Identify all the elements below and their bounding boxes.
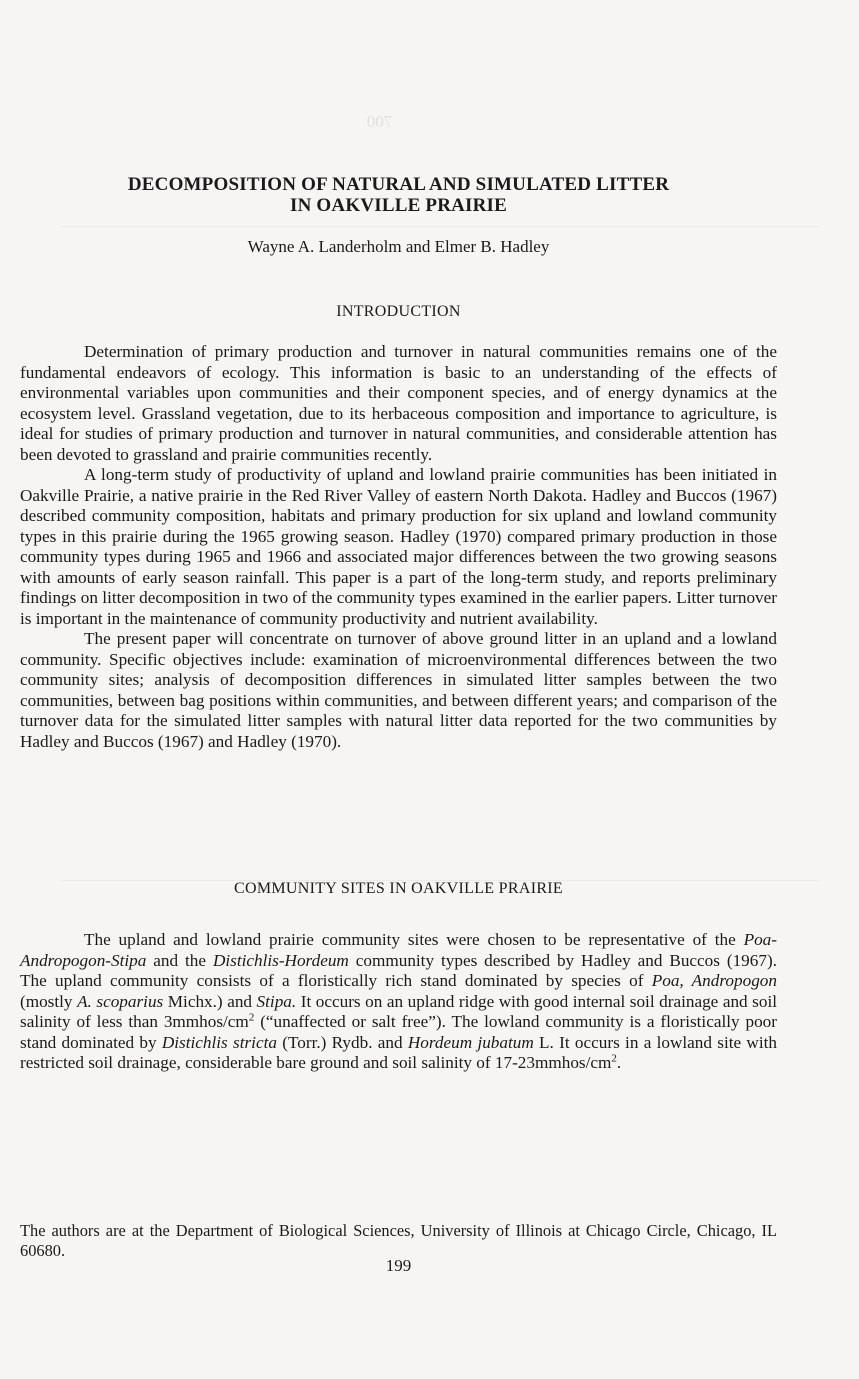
footnote-text: The authors are at the Department of Biological Sciences, University of Illinois at Chicago Circle, Chicago, IL 60680. bbox=[20, 1221, 777, 1260]
author-affiliation-footnote bbox=[20, 1221, 777, 1261]
taxon-name: Distichlis-Hordeum bbox=[212, 950, 349, 970]
taxon-name: Hordeum jubatum bbox=[407, 1032, 534, 1052]
text-run: L. It occurs in a lowland site with restricted soil drainage, considerable bare ground and soil salinity of 17-23mmhos/cm bbox=[20, 1032, 777, 1072]
text-run: and the bbox=[146, 950, 213, 970]
intro-paragraph-1: Determination of primary production and turnover in natural communities remains one of the fundamental endeavors of ecology. This information is basic to an understanding of the effects of environmental variables upon communities and their component species, and of energy dynamics at the ecosystem level. Grassland vegetation, due to its herbaceous composition and importance to agriculture, is ideal for studies of primary production and turnover in natural communities, and considerable attention has been devoted to grassland and prairie communities recently. bbox=[20, 342, 777, 464]
title-line-2: IN OAKVILLE PRAIRIE bbox=[289, 195, 508, 216]
taxon-name: Poa, Andropogon bbox=[651, 971, 777, 990]
authors: Wayne A. Landerholm and Elmer B. Hadley bbox=[247, 237, 550, 256]
taxon-name: Poa-Andropogon-Stipa bbox=[20, 930, 777, 970]
text-run: The upland and lowland prairie community sites were chosen to be representative of the bbox=[84, 930, 744, 949]
superscript: 2 bbox=[611, 1052, 617, 1065]
intro-paragraph-2: A long-term study of productivity of upland and lowland prairie communities has been initiated in Oakville Prairie, a native prairie in the Red River Valley of eastern North Dakota. Hadley and Buccos (1967) described community composition, habitats and primary production for six upland and lowland community types in this prairie during the 1965 growing season. Hadley (1970) compared primary production in those community types during 1965 and 1966 and associated major differences between the two growing seasons with amounts of early season rainfall. This paper is a part of the long-term study, and reports preliminary findings on litter decomposition in two of the community types examined in the earlier papers. Litter turnover is important in the maintenance of community productivity and nutrient availability. bbox=[20, 465, 777, 628]
text-run: . bbox=[616, 1053, 622, 1072]
text-run: (mostly bbox=[20, 991, 78, 1011]
superscript: 2 bbox=[248, 1011, 255, 1024]
section-heading-introduction: INTRODUCTION bbox=[336, 303, 461, 320]
introduction-body bbox=[20, 342, 777, 752]
text-run: community types described by Hadley and Buccos (1967). The upland community consists of a floristically rich stand dominated by species of bbox=[20, 950, 777, 990]
text-run: Michx.) and bbox=[163, 991, 257, 1011]
taxon-name: Stipa. bbox=[256, 991, 297, 1011]
taxon-name: Distichlis stricta bbox=[161, 1032, 277, 1052]
community-paragraph bbox=[20, 930, 777, 1074]
taxon-name: A. scoparius bbox=[77, 991, 164, 1011]
text-run: It occurs on an upland ridge with good internal soil drainage and soil salinity of less than 3mmhos/cm bbox=[20, 991, 778, 1031]
page-number: 199 bbox=[385, 1256, 412, 1275]
paper-title bbox=[20, 174, 777, 216]
text-run: (Torr.) Rydb. and bbox=[276, 1032, 408, 1052]
title-line-1: DECOMPOSITION OF NATURAL AND SIMULATED LITTER bbox=[127, 174, 670, 195]
intro-paragraph-3: The present paper will concentrate on turnover of above ground litter in an upland and a lowland community. Specific objectives include: examination of microenvironmental differences between the two community sites; analysis of decomposition differences in simulated litter samples between the two communities, between bag positions within communities, and between different years; and comparison of the turnover data for the simulated litter samples with natural litter data reported for the two communities by Hadley and Buccos (1967) and Hadley (1970). bbox=[20, 629, 777, 751]
text-run: (“unaffected or salt free”). The lowland community is a floristically poor stand dominated by bbox=[20, 1012, 777, 1052]
section-heading-community-sites: COMMUNITY SITES IN OAKVILLE PRAIRIE bbox=[234, 880, 563, 897]
community-sites-body bbox=[20, 930, 777, 1074]
